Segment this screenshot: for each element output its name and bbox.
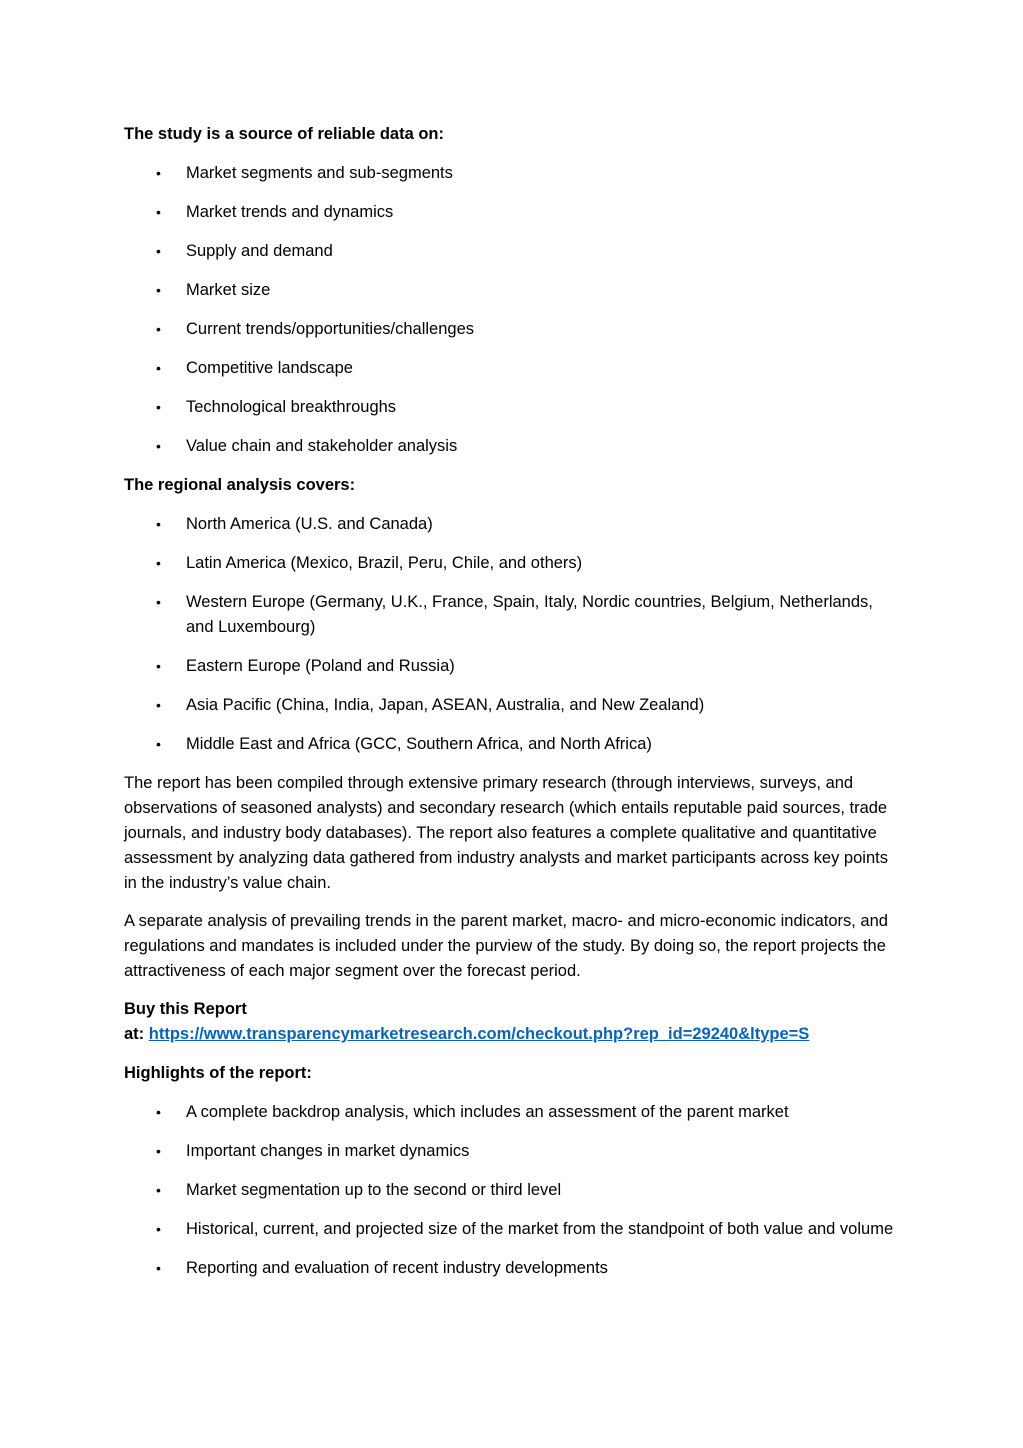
list-item: • Important changes in market dynamics	[124, 1139, 904, 1164]
methodology-paragraph: The report has been compiled through extensive primary research (through interviews, surveys, and observations of seasoned analysts) and secondary research (which entails reputable paid sources, trade journals, and industry body databases). The report also features a complete qualitative and quantitative assessment by analyzing data gathered from industry analysts and market participants across key points in the industry’s value chain.	[124, 774, 888, 892]
list-item: • Reporting and evaluation of recent industry developments	[124, 1256, 904, 1281]
buy-report-link[interactable]: https://www.transparencymarketresearch.com/checkout.php?rep_id=29240&ltype=S	[148, 1025, 810, 1043]
bullet-icon: •	[156, 1104, 161, 1120]
analysis-paragraph: A separate analysis of prevailing trends in the parent market, macro- and micro-economic indicators, and regulations and mandates is included under the purview of the study. By doing so, the report projects the attractiveness of each major segment over the forecast period.	[124, 912, 888, 980]
list-item: • Western Europe (Germany, U.K., France, Spain, Italy, Nordic countries, Belgium, Netherlands, and Luxembourg)	[124, 590, 904, 640]
bullet-icon: •	[156, 736, 161, 752]
list-item: • Eastern Europe (Poland and Russia)	[124, 654, 904, 679]
section-heading-regional: The regional analysis covers:	[124, 476, 356, 494]
list-item: • North America (U.S. and Canada)	[124, 512, 904, 537]
section-heading-study-data: The study is a source of reliable data on:	[124, 125, 444, 143]
bullet-icon: •	[156, 1182, 161, 1198]
regional-list	[124, 512, 904, 757]
bullet-icon: •	[156, 1221, 161, 1237]
study-data-list	[124, 161, 904, 459]
bullet-icon: •	[156, 658, 161, 674]
bullet-icon: •	[156, 282, 161, 298]
bullet-icon: •	[156, 697, 161, 713]
bullet-icon: •	[156, 516, 161, 532]
list-item: • Technological breakthroughs	[124, 395, 904, 420]
bullet-icon: •	[156, 1143, 161, 1159]
bullet-icon: •	[156, 243, 161, 259]
list-item: • Market segmentation up to the second or third level	[124, 1178, 904, 1203]
bullet-icon: •	[156, 321, 161, 337]
list-item: • Latin America (Mexico, Brazil, Peru, Chile, and others)	[124, 551, 904, 576]
bullet-icon: •	[156, 165, 161, 181]
document-page	[124, 122, 904, 1295]
buy-report-label: Buy this Report	[124, 1000, 247, 1018]
bullet-icon: •	[156, 594, 161, 610]
bullet-icon: •	[156, 555, 161, 571]
highlights-list	[124, 1100, 904, 1281]
list-item: • A complete backdrop analysis, which includes an assessment of the parent market	[124, 1100, 904, 1125]
list-item: • Competitive landscape	[124, 356, 904, 381]
bullet-icon: •	[156, 399, 161, 415]
list-item: • Market trends and dynamics	[124, 200, 904, 225]
bullet-icon: •	[156, 438, 161, 454]
buy-report-at-label: at:	[124, 1025, 149, 1043]
list-item: • Supply and demand	[124, 239, 904, 264]
list-item: • Market segments and sub-segments	[124, 161, 904, 186]
list-item: • Middle East and Africa (GCC, Southern Africa, and North Africa)	[124, 732, 904, 757]
buy-report-block	[124, 997, 904, 1047]
bullet-icon: •	[156, 204, 161, 220]
list-item: • Value chain and stakeholder analysis	[124, 434, 904, 459]
list-item: • Market size	[124, 278, 904, 303]
bullet-icon: •	[156, 1260, 161, 1276]
list-item: • Historical, current, and projected size of the market from the standpoint of both value and volume	[124, 1217, 904, 1242]
list-item: • Current trends/opportunities/challenges	[124, 317, 904, 342]
section-heading-highlights: Highlights of the report:	[124, 1064, 312, 1082]
bullet-icon: •	[156, 360, 161, 376]
list-item: • Asia Pacific (China, India, Japan, ASEAN, Australia, and New Zealand)	[124, 693, 904, 718]
